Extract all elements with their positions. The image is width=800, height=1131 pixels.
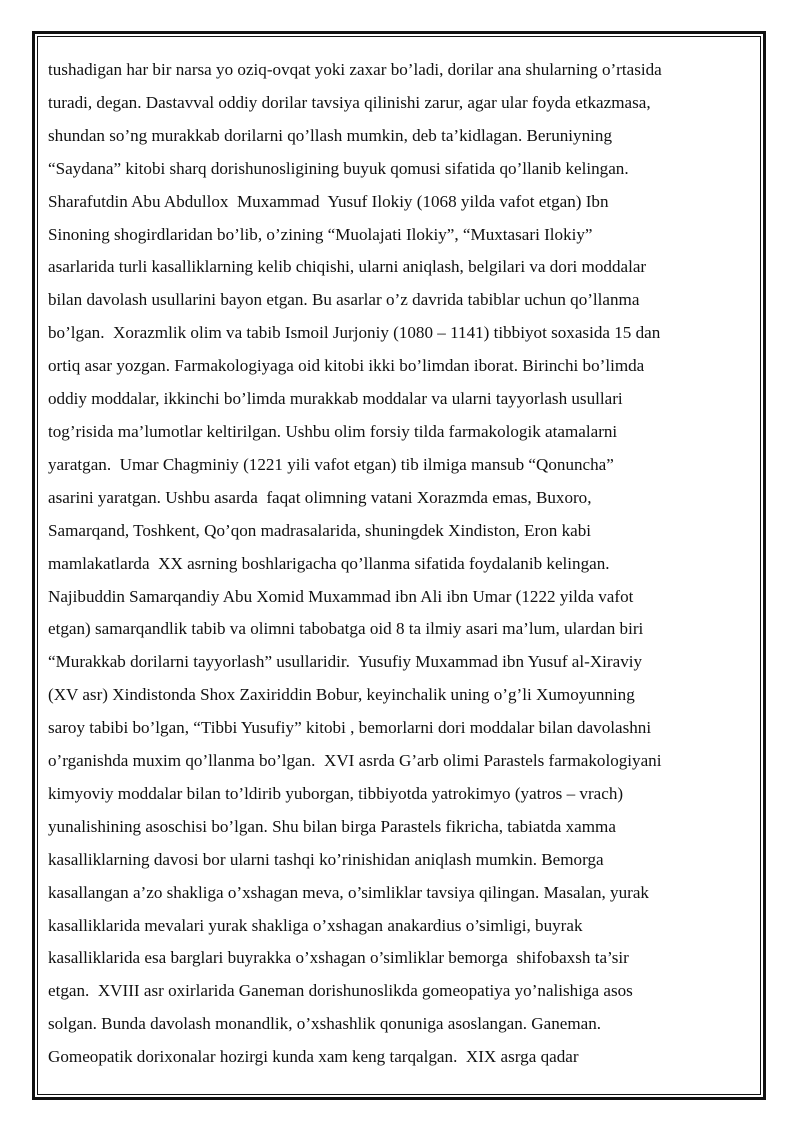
text-line: tog’risida ma’lumotlar keltirilgan. Ushbu olim forsiy tilda farmakologik atamalarni (48, 421, 618, 441)
text-line: mamlakatlarda XX asrning boshlarigacha qo’llanma sifatida foydalanib kelingan. (48, 553, 610, 573)
text-line: “Murakkab dorilarni tayyorlash” usullaridir. Yusufiy Muxammad ibn Yusuf al-Xiraviy (48, 652, 643, 672)
text-line: (XV asr) Xindistonda Shox Zaxiriddin Bobur, keyinchalik uning o’g’li Xumoyunning (48, 685, 635, 705)
text-line: saroy tabibi bo’lgan, “Tibbi Yusufiy” kitobi , bemorlarni dori moddalar bilan davolashni (48, 718, 652, 738)
text-line: kasalliklarida mevalari yurak shakliga o’xshagan anakardius o’simligi, buyrak (48, 915, 583, 935)
text-line: oddiy moddalar, ikkinchi bo’limda murakkab moddalar va ularni tayyorlash usullari (48, 389, 623, 409)
text-line: “Saydana” kitobi sharq dorishunosligining buyuk qomusi sifatida qo’llanib kelingan. (48, 158, 629, 178)
text-line: Sharafutdin Abu Abdullox Muxammad Yusuf Ilokiy (1068 yilda vafot etgan) Ibn (48, 191, 609, 211)
text-line: ortiq asar yozgan. Farmakologiyaga oid kitobi ikki bo’limdan iborat. Birinchi bo’limda (48, 356, 645, 376)
text-line: yaratgan. Umar Chagminiy (1221 yili vafot etgan) tib ilmiga mansub “Qonuncha” (48, 454, 614, 474)
text-line: tushadigan har bir narsa yo oziq-ovqat yoki zaxar bo’ladi, dorilar ana shularning o’rtasida (48, 60, 662, 79)
document-body (48, 54, 748, 1074)
text-line: o’rganishda muxim qo’llanma bo’lgan. XVI asrda G’arb olimi Parastels farmakologiyani (48, 751, 662, 771)
text-line: Najibuddin Samarqandiy Abu Xomid Muxammad ibn Ali ibn Umar (1222 yilda vafot (48, 586, 634, 606)
text-line: Samarqand, Toshkent, Qo’qon madrasalarida, shuningdek Xindiston, Eron kabi (48, 520, 592, 540)
text-line: kimyoviy moddalar bilan to’ldirib yuborgan, tibbiyotda yatrokimyo (yatros – vrach) (48, 783, 624, 803)
text-line: yunalishining asoschisi bo’lgan. Shu bilan birga Parastels fikricha, tabiatda xamma (48, 816, 616, 836)
text-line: shundan so’ng murakkab dorilarni qo’llash mumkin, deb ta’kidlagan. Beruniyning (48, 125, 612, 145)
text-line: turadi, degan. Dastavval oddiy dorilar tavsiya qilinishi zarur, agar ular foyda etkazmasa, (48, 92, 651, 112)
text-line: kasalliklarida esa barglari buyrakka o’xshagan o’simliklar bemorga shifobaxsh ta’sir (48, 948, 629, 968)
text-line: solgan. Bunda davolash monandlik, o’xshashlik qonuniga asoslangan. Ganeman. (48, 1014, 602, 1034)
text-line: kasalliklarning davosi bor ularni tashqi ko’rinishidan aniqlash mumkin. Bemorga (48, 849, 604, 869)
text-line: asarlarida turli kasalliklarning kelib chiqishi, ularni aniqlash, belgilari va dori moddalar (48, 257, 647, 277)
text-line: asarini yaratgan. Ushbu asarda faqat olimning vatani Xorazmda emas, Buxoro, (48, 487, 592, 507)
text-line: Sinoning shogirdlaridan bo’lib, o’zining “Muolajati Ilokiy”, “Muxtasari Ilokiy” (48, 224, 593, 244)
text-line: bo’lgan. Xorazmlik olim va tabib Ismoil Jurjoniy (1080 – 1141) tibbiyot soxasida 15 dan (48, 323, 661, 343)
text-line: Gomeopatik dorixonalar hozirgi kunda xam keng tarqalgan. XIX asrga qadar (48, 1047, 579, 1067)
text-line: etgan) samarqandlik tabib va olimni tabobatga oid 8 ta ilmiy asari ma’lum, ulardan biri (48, 619, 644, 639)
text-line: kasallangan a’zo shakliga o’xshagan meva, o’simliklar tavsiya qilingan. Masalan, yurak (48, 882, 649, 902)
text-line: etgan. XVIII asr oxirlarida Ganeman dorishunoslikda gomeopatiya yo’nalishiga asos (48, 981, 633, 1001)
text-line: bilan davolash usullarini bayon etgan. Bu asarlar o’z davrida tabiblar uchun qo’llanma (48, 290, 640, 310)
